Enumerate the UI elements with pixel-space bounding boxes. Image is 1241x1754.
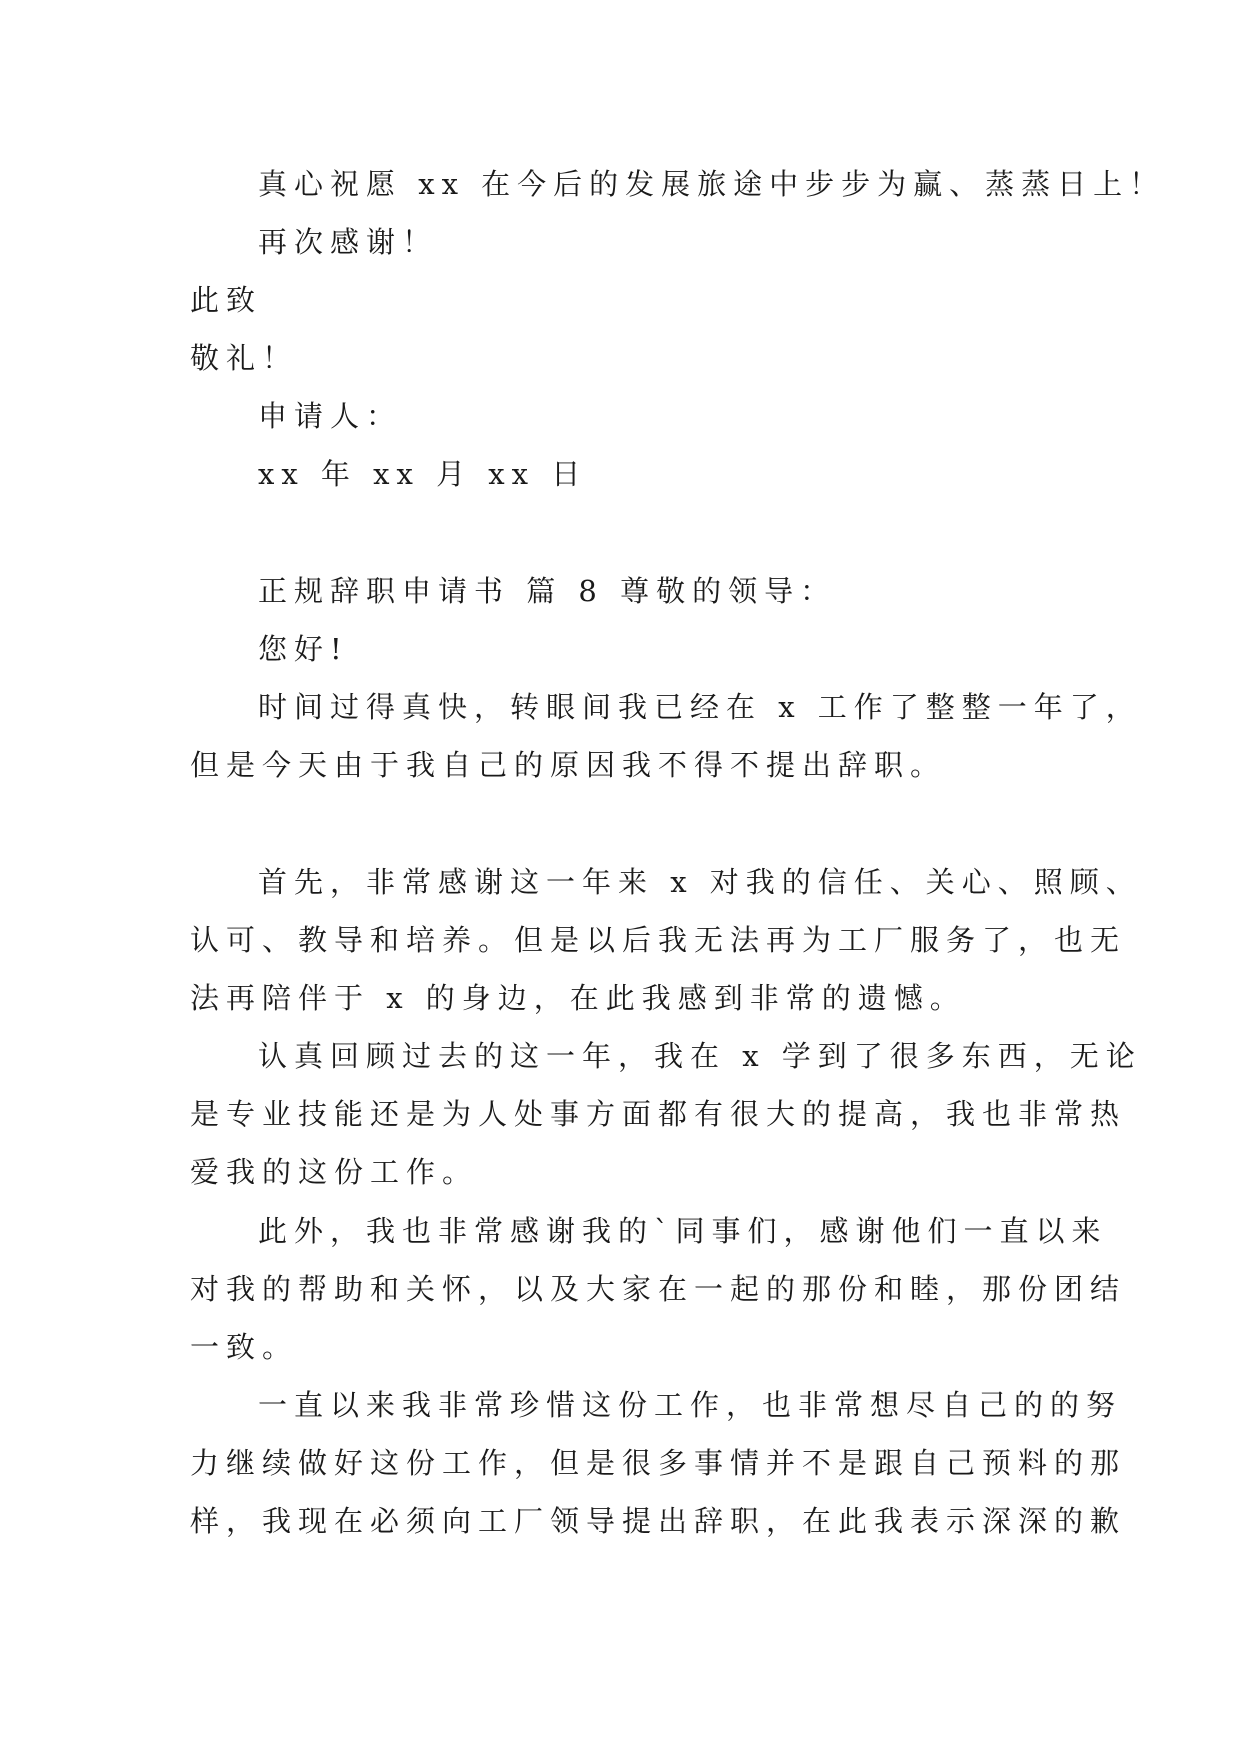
paragraph-3-line: 是专业技能还是为人处事方面都有很大的提高，我也非常热 (190, 1097, 1127, 1131)
paragraph-3-line: 爱我的这份工作。 (190, 1155, 479, 1189)
paragraph-1-line: 但是今天由于我自己的原因我不得不提出辞职。 (190, 748, 947, 782)
paragraph-4-line: 对我的帮助和关怀，以及大家在一起的那份和睦，那份团结 (190, 1272, 1127, 1306)
paragraph-5-line: 力继续做好这份工作，但是很多事情并不是跟自己预料的那 (190, 1446, 1127, 1480)
paragraph-3-line: 认真回顾过去的这一年，我在 x 学到了很多东西，无论 (258, 1039, 1142, 1073)
salutation-line-1: 此致 (190, 283, 263, 317)
paragraph-4-line: 此外，我也非常感谢我的`同事们，感谢他们一直以来 (258, 1214, 1108, 1248)
letter-greeting: 您好! (258, 632, 349, 666)
salutation-line-2: 敬礼！ (190, 341, 299, 375)
letter-heading: 正规辞职申请书 篇 8 尊敬的领导： (258, 574, 837, 608)
signature-date: xx 年 xx 月 xx 日 (258, 457, 588, 491)
closing-thanks-again: 再次感谢！ (258, 225, 439, 259)
paragraph-2-line: 法再陪伴于 x 的身边，在此我感到非常的遗憾。 (190, 981, 966, 1015)
applicant-label: 申请人： (258, 399, 403, 433)
paragraph-2-line: 首先，非常感谢这一年来 x 对我的信任、关心、照顾、 (258, 865, 1142, 899)
paragraph-4-line: 一致。 (190, 1330, 299, 1364)
paragraph-5-line: 样，我现在必须向工厂领导提出辞职，在此我表示深深的歉 (190, 1504, 1127, 1538)
paragraph-5-line: 一直以来我非常珍惜这份工作，也非常想尽自己的的努 (258, 1388, 1123, 1422)
paragraph-1-line: 时间过得真快，转眼间我已经在 x 工作了整整一年了， (258, 690, 1142, 724)
closing-wish: 真心祝愿 xx 在今后的发展旅途中步步为赢、蒸蒸日上！ (258, 167, 1166, 201)
paragraph-2-line: 认可、教导和培养。但是以后我无法再为工厂服务了，也无 (190, 923, 1127, 957)
